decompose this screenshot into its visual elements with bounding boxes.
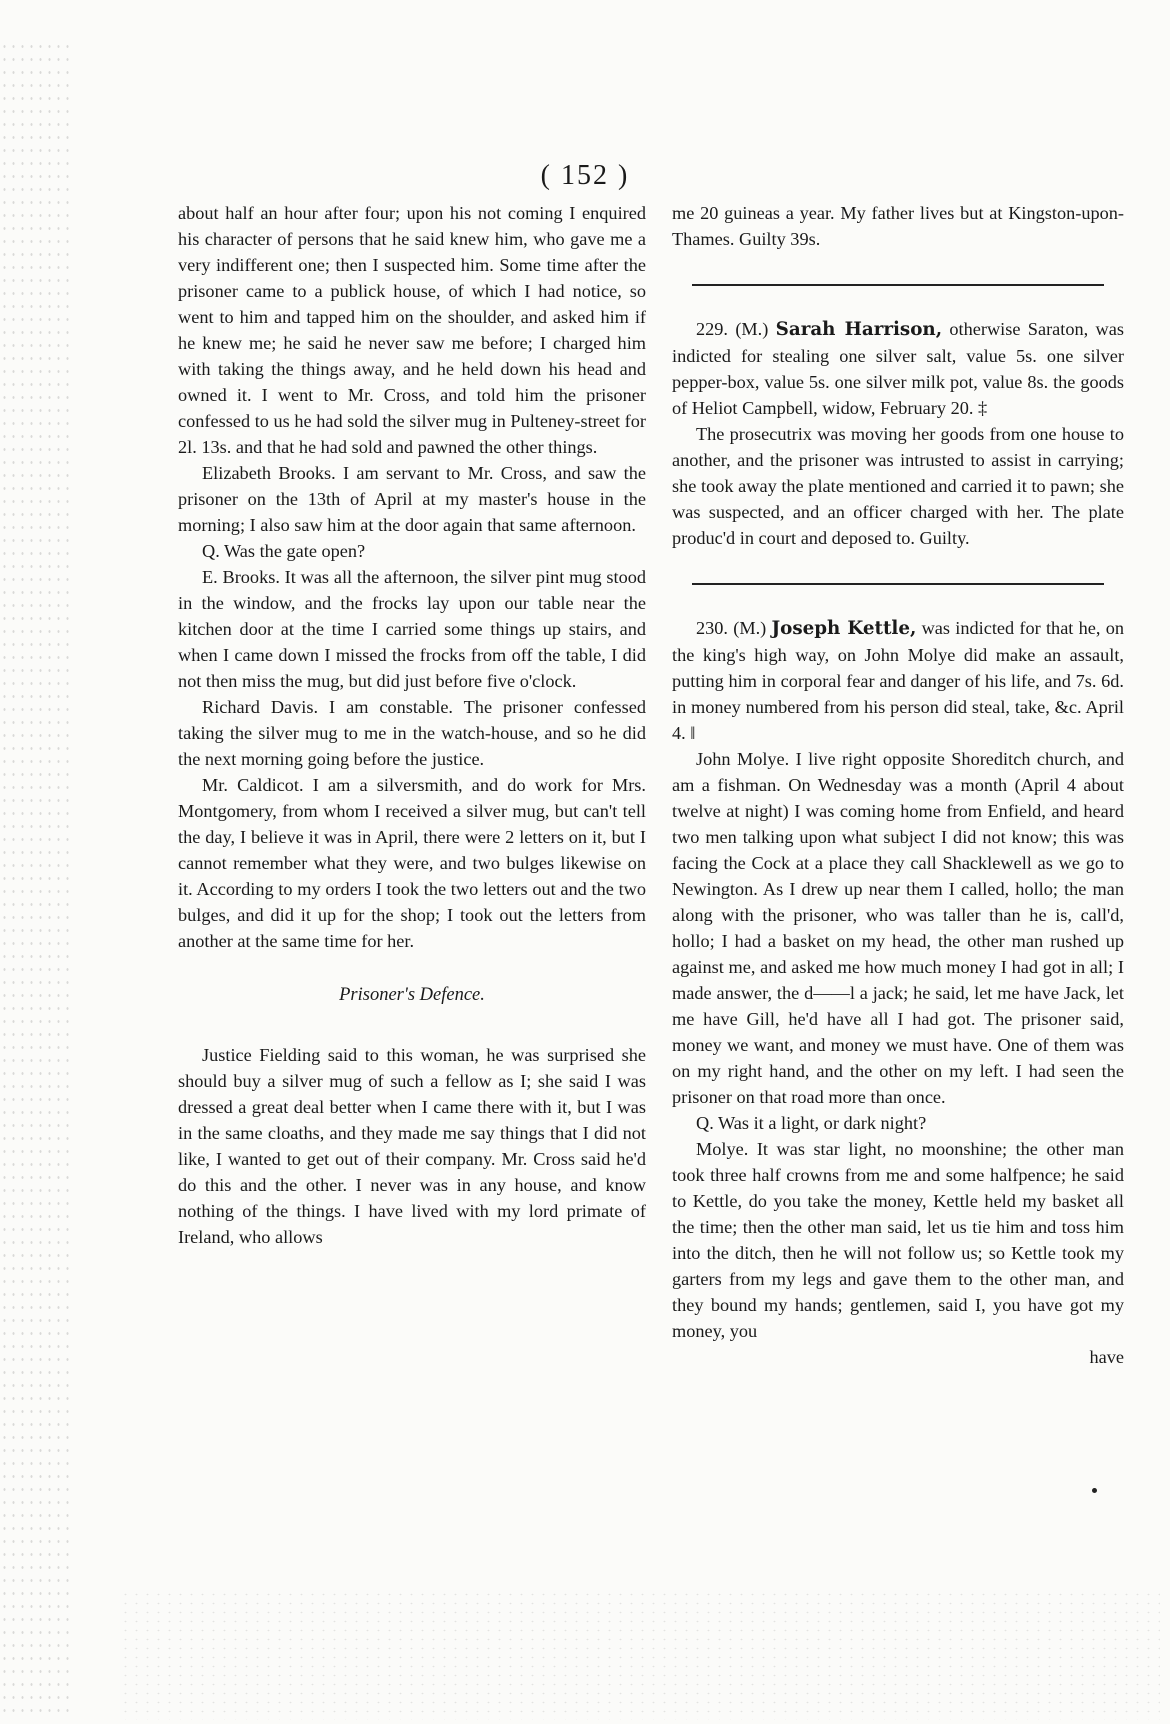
left-column [178, 200, 646, 1250]
defendant-name: Sarah Harrison, [775, 319, 943, 340]
catchword: have [1089, 1347, 1124, 1367]
case-entry-230 [672, 615, 1124, 746]
section-divider [692, 583, 1104, 585]
paragraph: Justice Fielding said to this woman, he was surprised she should buy a silver mug of such a fellow as I; she said I was dressed a great deal better when I came there with it, but I was in the same cloaths, and they made me say things that I did not like, I wanted to get out of their company. Mr. Cross said he'd do this and the other. I never was in any house, and know nothing of the things. I have lived with my lord primate of Ireland, who allows [178, 1045, 646, 1247]
section-divider [692, 284, 1104, 286]
case-number: 229. (M.) [696, 319, 769, 339]
paragraph: me 20 guineas a year. My father lives but at Kingston-upon-Thames. Guilty 39s. [672, 203, 1124, 249]
paragraph: The prosecutrix was moving her goods from one house to another, and the prisoner was intrusted to assist in carrying; she took away the plate mentioned and carried it to pawn; she was suspected, and an officer charged with her. The plate produc'd in court and deposed to. Guilty. [672, 424, 1124, 548]
paragraph: Richard Davis. I am constable. The prisoner confessed taking the silver mug to me in the watch-house, and so he did the next morning going before the justice. [178, 697, 646, 769]
ink-dot [1092, 1488, 1097, 1493]
paragraph: about half an hour after four; upon his not coming I enquired his character of persons that he said knew him, who gave me a very indifferent one; then I suspected him. Some time after the prisoner came to a publick house, of which I had notice, so went to him and tapped him on the shoulder, and asked him if he knew me; he said he never saw me before; I charged him with taking the things away, and he held down his head and owned it. I went to Mr. Cross, and told him the prisoner confessed to us he had sold the silver mug in Pulteney-street for 2l. 13s. and that he had sold and pawned the other things. [178, 203, 646, 457]
scan-noise-bottom [120, 1590, 1160, 1720]
paragraph: Molye. It was star light, no moonshine; the other man took three half crowns from me and some halfpence; he said to Kettle, do you take the money, Kettle held my basket all the time; then the other man said, let us tie him and toss him into the ditch, then he will not follow us; so Kettle took my garters from my legs and gave them to the other man, and they bound my hands; gentlemen, said I, you have got my money, you [672, 1139, 1124, 1341]
right-column [672, 200, 1124, 1370]
case-text: otherwise Saraton, was indicted for stealing one silver salt, value 5s. one silver pepper-box, value 5s. one silver milk pot, value 8s. the goods of Heliot Campbell, widow, February 20. ‡ [672, 319, 1124, 418]
case-entry-229 [672, 316, 1124, 421]
section-heading: Prisoner's Defence. [339, 985, 485, 1005]
paragraph: John Molye. I live right opposite Shoreditch church, and am a fishman. On Wednesday was a month (April 4 about twelve at night) I was coming home from Enfield, and heard two men talking upon what subject I did not know; this was facing the Cock at a place they call Shacklewell as we go to Newington. As I drew up near them I called, hollo; the man along with the prisoner, who was taller than he is, call'd, hollo; I had a basket on my head, the other man rushed up against me, and asked me how much money I had got in all; I made answer, the d——l a jack; he said, let me have Jack, let me have Gill, he'd have all I had got. The prisoner said, money we want, and money we must have. One of them was on my right hand, and the other on my left. I had seen the prisoner on that road more than once. [672, 749, 1124, 1107]
paragraph: Elizabeth Brooks. I am servant to Mr. Cross, and saw the prisoner on the 13th of April at my master's house in the morning; I also saw him at the door again that same afternoon. [178, 463, 646, 535]
defendant-name: Joseph Kettle, [771, 618, 917, 639]
paragraph: Mr. Caldicot. I am a silversmith, and do work for Mrs. Montgomery, from whom I received a silver mug, but can't tell the day, I believe it was in April, there were 2 letters on it, but I cannot remember what they were, and two bulges likewise on it. According to my orders I took the two letters out and the two bulges, and did it up for the shop; I took out the letters from another at the same time for her. [178, 775, 646, 951]
paragraph: E. Brooks. It was all the afternoon, the silver pint mug stood in the window, and the frocks lay upon our table near the kitchen door at the time I carried some things up stairs, and when I came down I missed the frocks from off the table, I did not then miss the mug, but did just before five o'clock. [178, 567, 646, 691]
page-number: ( 152 ) [540, 160, 630, 191]
case-text: was indicted for that he, on the king's high way, on John Molye did make an assault, putting him in corporal fear and danger of his life, and 7s. 6d. in money numbered from his person did steal, take, &c. April 4. ‖ [672, 618, 1124, 743]
scan-noise-left [0, 40, 70, 1720]
paragraph: Q. Was the gate open? [202, 541, 366, 561]
case-number: 230. (M.) [696, 618, 767, 638]
paragraph: Q. Was it a light, or dark night? [696, 1113, 927, 1133]
